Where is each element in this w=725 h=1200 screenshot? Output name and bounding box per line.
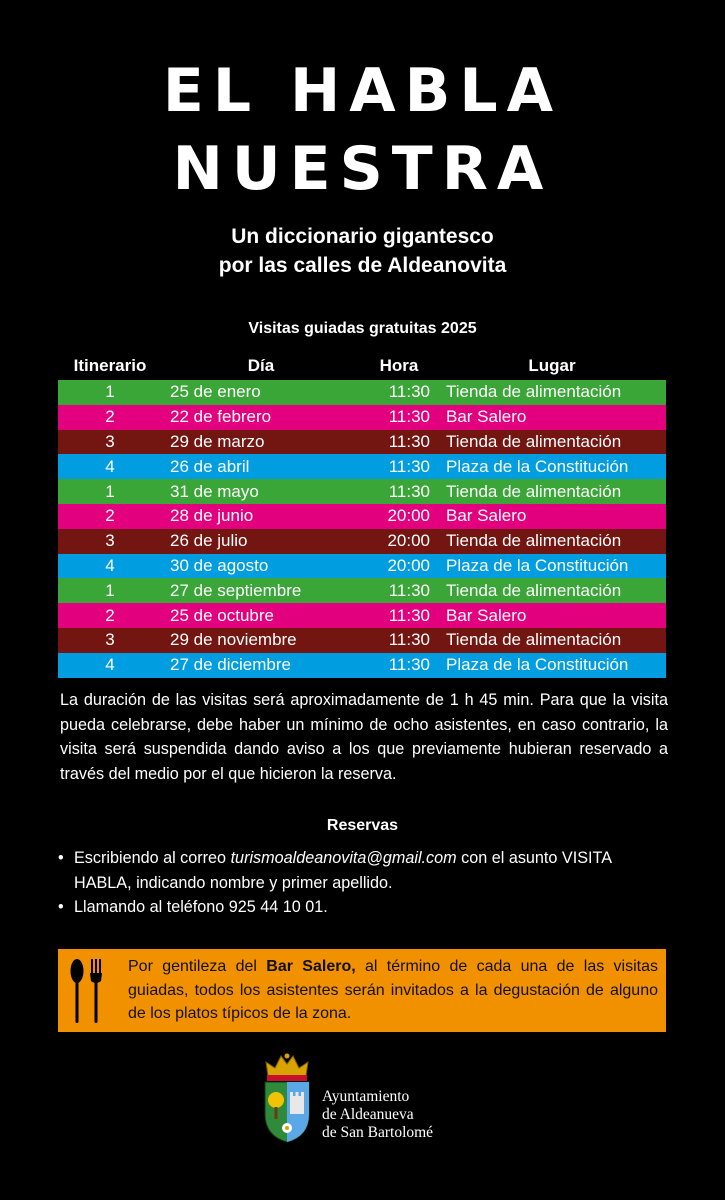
- schedule-body: [58, 380, 666, 678]
- ayuntamiento-name: [322, 1088, 433, 1142]
- subtitle-line-2: por las calles de Aldeanovita: [218, 254, 507, 277]
- cell-hora: 11:30: [388, 630, 430, 650]
- cell-itinerario: 4: [105, 456, 115, 476]
- table-row: [58, 405, 666, 430]
- cell-dia: 29 de marzo: [170, 431, 265, 451]
- cutlery-icon: [68, 957, 108, 1025]
- cell-lugar: Tienda de alimentación: [446, 580, 622, 600]
- cell-hora: 11:30: [388, 481, 430, 501]
- cell-dia: 29 de noviembre: [170, 630, 297, 650]
- title-line-2: NUESTRA: [172, 134, 553, 204]
- table-row: [58, 578, 666, 603]
- cell-dia: 27 de diciembre: [170, 655, 291, 675]
- cell-hora: 11:30: [388, 605, 430, 625]
- table-row: [58, 504, 666, 529]
- reservas-list: [58, 846, 672, 920]
- ayuntamiento-line-3: de San Bartolomé: [322, 1124, 434, 1141]
- cell-dia: 31 de mayo: [170, 481, 259, 501]
- cell-hora: 20:00: [387, 555, 430, 575]
- cell-itinerario: 1: [105, 580, 115, 600]
- header-lugar: Lugar: [528, 356, 576, 375]
- cell-hora: 11:30: [388, 407, 430, 427]
- cell-lugar: Tienda de alimentación: [446, 531, 622, 551]
- cell-itinerario: 1: [105, 382, 115, 402]
- cell-itinerario: 4: [105, 555, 115, 575]
- note-suffix: al término de cada una de las visitas guiadas, todos los asistentes serán invitados a la degustación de alguno de los platos típicos de la zona.: [128, 958, 659, 1022]
- table-row: [58, 653, 666, 678]
- cell-itinerario: 1: [105, 481, 115, 501]
- cell-dia: 28 de junio: [170, 506, 254, 526]
- reservas-title: Reservas: [326, 817, 399, 834]
- cell-lugar: Plaza de la Constitución: [446, 555, 629, 575]
- cell-dia: 25 de octubre: [170, 605, 274, 625]
- table-header-row: [58, 354, 666, 380]
- cell-dia: 30 de agosto: [170, 555, 269, 575]
- bullet-icon: •: [58, 849, 64, 867]
- email-suffix: con el asunto VISITA HABLA, indicando nombre y primer apellido.: [74, 849, 612, 892]
- tasting-note: [58, 949, 666, 1032]
- header-dia: Día: [247, 356, 275, 375]
- table-row: [58, 628, 666, 653]
- bullet-icon: •: [58, 898, 64, 916]
- cell-itinerario: 4: [105, 655, 115, 675]
- cell-lugar: Bar Salero: [446, 506, 527, 526]
- table-row: [58, 380, 666, 405]
- ayuntamiento-line-1: Ayuntamiento: [322, 1088, 410, 1105]
- cell-lugar: Tienda de alimentación: [446, 431, 622, 451]
- cell-dia: 25 de enero: [170, 382, 261, 402]
- cell-dia: 22 de febrero: [170, 407, 272, 427]
- schedule-table: [58, 354, 666, 678]
- cell-hora: 20:00: [387, 506, 430, 526]
- cell-hora: 20:00: [387, 531, 430, 551]
- cell-itinerario: 2: [105, 407, 115, 427]
- title-line-1: EL HABLA: [162, 56, 563, 126]
- ayuntamiento-line-2: de Aldeanueva: [322, 1106, 414, 1123]
- cell-lugar: Bar Salero: [446, 605, 527, 625]
- cell-dia: 26 de julio: [170, 531, 248, 551]
- duration-paragraph: La duración de las visitas será aproximadamente de 1 h 45 min. Para que la visita pueda celebrarse, debe haber un mínimo de ocho asistentes, en caso contrario, la visita será suspendida dando aviso a los que previamente hubieran reservado a través del medio por el que hicieron la reserva.: [60, 691, 668, 783]
- header-itinerario: Itinerario: [73, 356, 147, 375]
- cell-lugar: Bar Salero: [446, 407, 527, 427]
- email-link[interactable]: turismoaldeanovita@gmail.com: [230, 849, 457, 867]
- subtitle: [0, 222, 725, 280]
- table-row: [58, 529, 666, 554]
- cell-hora: 11:30: [388, 382, 430, 402]
- cell-hora: 11:30: [388, 431, 430, 451]
- cell-lugar: Tienda de alimentación: [446, 481, 622, 501]
- reservas-phone-item: [58, 895, 672, 920]
- cell-lugar: Plaza de la Constitución: [446, 456, 629, 476]
- cell-hora: 11:30: [388, 456, 430, 476]
- schedule-label: Visitas guiadas gratuitas 2025: [248, 320, 477, 337]
- phone-text: Llamando al teléfono 925 44 10 01.: [74, 898, 328, 916]
- table-row: [58, 479, 666, 504]
- subtitle-line-1: Un diccionario gigantesco: [231, 225, 494, 248]
- header-hora: Hora: [379, 356, 419, 375]
- cell-hora: 11:30: [388, 580, 430, 600]
- cell-itinerario: 2: [105, 506, 115, 526]
- table-row: [58, 454, 666, 479]
- cell-dia: 27 de septiembre: [170, 580, 302, 600]
- cell-dia: 26 de abril: [170, 456, 250, 476]
- page-title: [0, 52, 725, 208]
- table-row: [58, 430, 666, 455]
- coat-of-arms-icon: [262, 1052, 312, 1144]
- cell-lugar: Plaza de la Constitución: [446, 655, 629, 675]
- note-text: [128, 955, 658, 1026]
- cell-hora: 11:30: [388, 655, 430, 675]
- cell-itinerario: 2: [105, 605, 115, 625]
- reservas-email-item: [58, 846, 672, 895]
- cell-itinerario: 3: [105, 431, 115, 451]
- cell-lugar: Tienda de alimentación: [446, 630, 622, 650]
- table-row: [58, 603, 666, 628]
- table-row: [58, 554, 666, 579]
- note-prefix: Por gentileza del: [128, 958, 267, 975]
- cell-itinerario: 3: [105, 630, 115, 650]
- note-bold: Bar Salero,: [266, 958, 356, 975]
- email-prefix: Escribiendo al correo: [74, 849, 231, 867]
- cell-itinerario: 3: [105, 531, 115, 551]
- cell-lugar: Tienda de alimentación: [446, 382, 622, 402]
